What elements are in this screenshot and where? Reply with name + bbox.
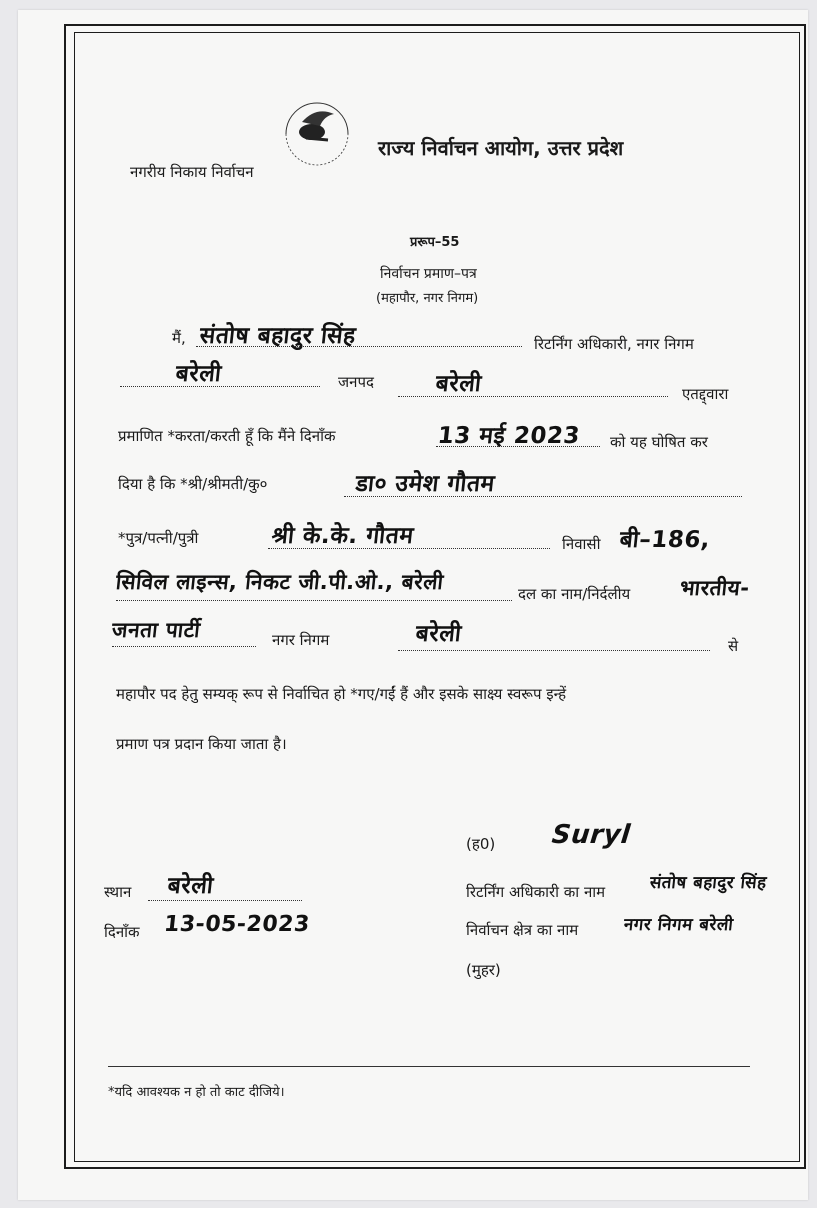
date-label: दिनाँक xyxy=(104,923,140,941)
footnote: *यदि आवश्यक न हो तो काट दीजिये। xyxy=(108,1085,285,1100)
certify-prefix: प्रमाणित *करता/करती हूँ कि मैंने दिनाँक xyxy=(118,427,336,445)
elected-line: महापौर पद हेतु सम्यक् रूप से निर्वाचित हो *गए/गईं हैं और इसके साक्ष्य स्वरूप इन्हें xyxy=(116,685,567,703)
address-line2-value: सिविल लाइन्स, निकट जी.पी.ओ., बरेली xyxy=(114,570,445,594)
form-subtitle: (महापौर, नगर निगम) xyxy=(376,291,479,306)
declare-suffix: को यह घोषित कर xyxy=(610,433,708,451)
date-value-footer: 13-05-2023 xyxy=(162,912,312,937)
org-title: राज्य निर्वाचन आयोग, उत्तर प्रदेश xyxy=(378,136,624,160)
district-value: बरेली xyxy=(434,371,483,397)
place-line xyxy=(148,900,302,901)
address-line xyxy=(116,600,512,601)
party-label: दल का नाम/निर्दलीय xyxy=(518,585,631,603)
place-value: बरेली xyxy=(166,873,215,899)
ro-name-value: संतोष बहादुर सिंह xyxy=(648,873,768,893)
district-label: जनपद xyxy=(338,373,374,391)
father-value: श्री के.के. गौतम xyxy=(270,523,415,549)
officer-name-value: संतोष बहादुर सिंह xyxy=(198,323,358,349)
constituency-label: निर्वाचन क्षेत्र का नाम xyxy=(466,921,579,939)
election-type-label: नगरीय निकाय निर्वाचन xyxy=(130,163,254,181)
issue-line: प्रमाण पत्र प्रदान किया जाता है। xyxy=(116,735,287,753)
candidate-value: डा० उमेश गौतम xyxy=(354,471,497,497)
relation-prefix: *पुत्र/पत्नी/पुत्री xyxy=(118,529,199,547)
date-value: 13 मई 2023 xyxy=(436,423,582,449)
form-number: प्ररूप–55 xyxy=(410,235,460,250)
party-line xyxy=(112,646,256,647)
seal-label: (मुहर) xyxy=(466,961,501,979)
footer-divider xyxy=(108,1066,750,1067)
party-value-1: भारतीय- xyxy=(678,576,751,600)
corp-label: नगर निगम xyxy=(272,631,330,649)
city-value: बरेली xyxy=(174,361,223,387)
line1-prefix: मैं, xyxy=(172,329,186,347)
emblem-icon xyxy=(276,92,358,174)
sign-label: (ह0) xyxy=(466,835,496,853)
line1-suffix: रिटर्निंग अधिकारी, नगर निगम xyxy=(534,335,694,353)
corp-city-value: बरेली xyxy=(414,621,463,647)
se-text: से xyxy=(728,637,739,655)
given-prefix: दिया है कि *श्री/श्रीमती/कु० xyxy=(118,475,268,493)
ro-name-label: रिटर्निंग अधिकारी का नाम xyxy=(466,883,606,901)
place-label: स्थान xyxy=(104,883,132,901)
address-line1-value: बी–186, xyxy=(618,527,712,553)
commission-emblem xyxy=(276,92,358,174)
corp-city-line xyxy=(398,650,710,651)
hereby-text: एतद्द्वारा xyxy=(682,385,729,403)
resident-label: निवासी xyxy=(562,535,601,553)
constituency-value: नगर निगम बरेली xyxy=(622,915,735,935)
signature: Suryl xyxy=(550,820,632,850)
party-value-2: जनता पार्टी xyxy=(110,618,202,642)
form-title: निर्वाचन प्रमाण–पत्र xyxy=(380,266,477,282)
